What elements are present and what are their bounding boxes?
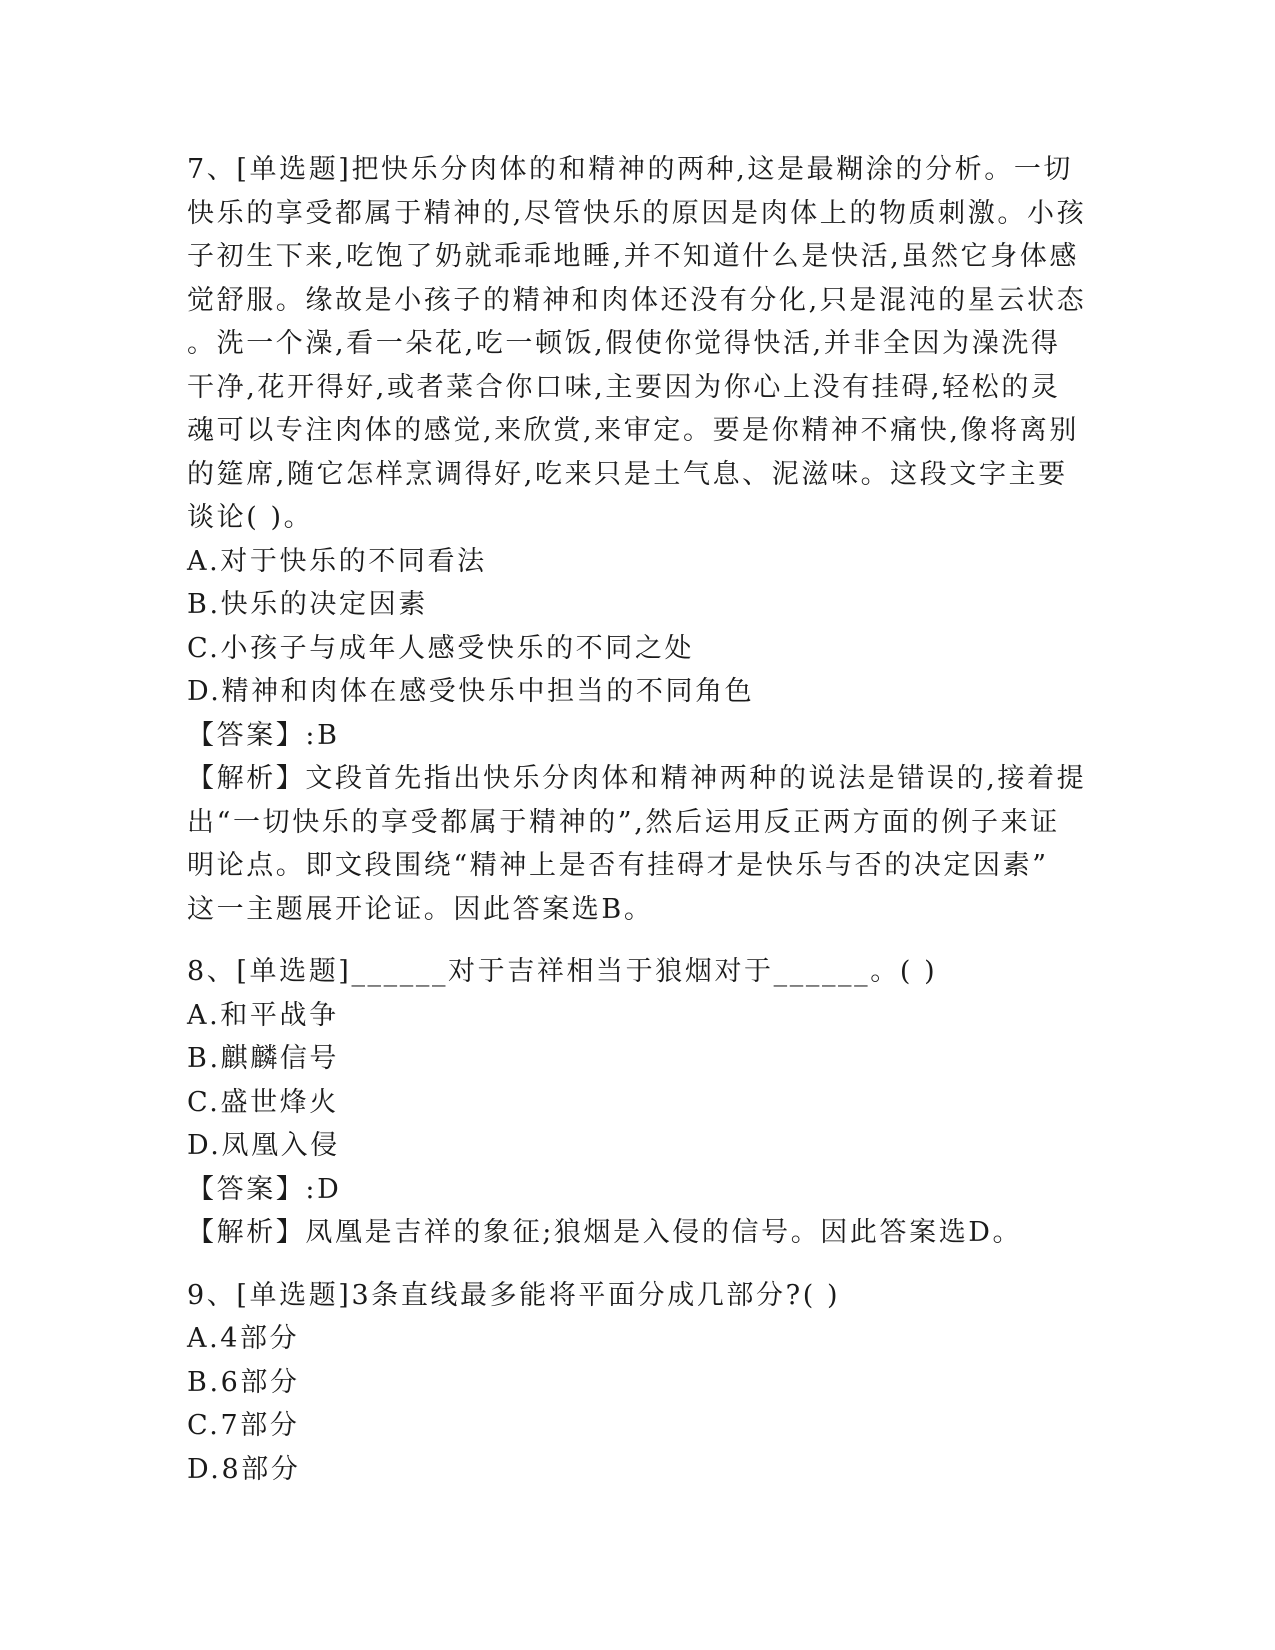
option-c: C.7部分 [187, 1410, 300, 1441]
question-stem-line: 8、[单选题]______对于吉祥相当于狼烟对于______。( ) [187, 956, 938, 987]
option-b: B.麒麟信号 [187, 1043, 340, 1074]
question-stem-line: 魂可以专注肉体的感觉,来欣赏,来审定。要是你精神不痛快,像将离别 [187, 415, 1079, 446]
question-stem-line: 子初生下来,吃饱了奶就乖乖地睡,并不知道什么是快活,虽然它身体感 [187, 241, 1079, 272]
answer-line: 【答案】:D [187, 1173, 342, 1205]
question-9 [187, 1274, 1087, 1492]
option-a: A.对于快乐的不同看法 [187, 545, 487, 577]
option-c: C.盛世烽火 [187, 1086, 339, 1118]
analysis-line: 这一主题展开论证。因此答案选B。 [187, 893, 654, 925]
option-d: D.精神和肉体在感受快乐中担当的不同角色 [187, 676, 755, 707]
option-a: A.4部分 [187, 1323, 300, 1354]
analysis-line: 【解析】文段首先指出快乐分肉体和精神两种的说法是错误的,接着提 [187, 763, 1087, 794]
document-page [187, 148, 1087, 1491]
question-8 [187, 950, 1087, 1255]
option-b: B.6部分 [187, 1366, 300, 1398]
question-stem-line: 的筵席,随它怎样烹调得好,吃来只是土气息、泥滋味。这段文字主要 [187, 458, 1068, 490]
option-c: C.小孩子与成年人感受快乐的不同之处 [187, 632, 695, 664]
question-stem-line: 快乐的享受都属于精神的,尽管快乐的原因是肉体上的物质刺激。小孩 [187, 197, 1087, 229]
question-7 [187, 148, 1087, 931]
question-stem-line: 干净,花开得好,或者菜合你口味,主要因为你心上没有挂碍,轻松的灵 [187, 371, 1061, 403]
question-stem-line: 觉舒服。缘故是小孩子的精神和肉体还没有分化,只是混沌的星云状态 [187, 284, 1087, 316]
option-d: D.凤凰入侵 [187, 1130, 340, 1161]
answer-line: 【答案】:B [187, 719, 340, 751]
question-stem-line: 7、[单选题]把快乐分肉体的和精神的两种,这是最糊涂的分析。一切 [187, 154, 1074, 185]
option-b: B.快乐的决定因素 [187, 589, 428, 620]
option-d: D.8部分 [187, 1453, 301, 1485]
question-stem-line: 谈论( )。 [187, 502, 314, 533]
analysis-line: 明论点。即文段围绕“精神上是否有挂碍才是快乐与否的决定因素” [187, 850, 1049, 881]
question-stem-line: 。洗一个澡,看一朵花,吃一顿饭,假使你觉得快活,并非全因为澡洗得 [187, 328, 1061, 359]
analysis-line: 出“一切快乐的享受都属于精神的”,然后运用反正两方面的例子来证 [187, 806, 1060, 838]
option-a: A.和平战争 [187, 999, 339, 1031]
analysis-line: 【解析】凤凰是吉祥的象征;狼烟是入侵的信号。因此答案选D。 [187, 1217, 1023, 1248]
question-stem-line: 9、[单选题]3条直线最多能将平面分成几部分?( ) [187, 1279, 841, 1311]
